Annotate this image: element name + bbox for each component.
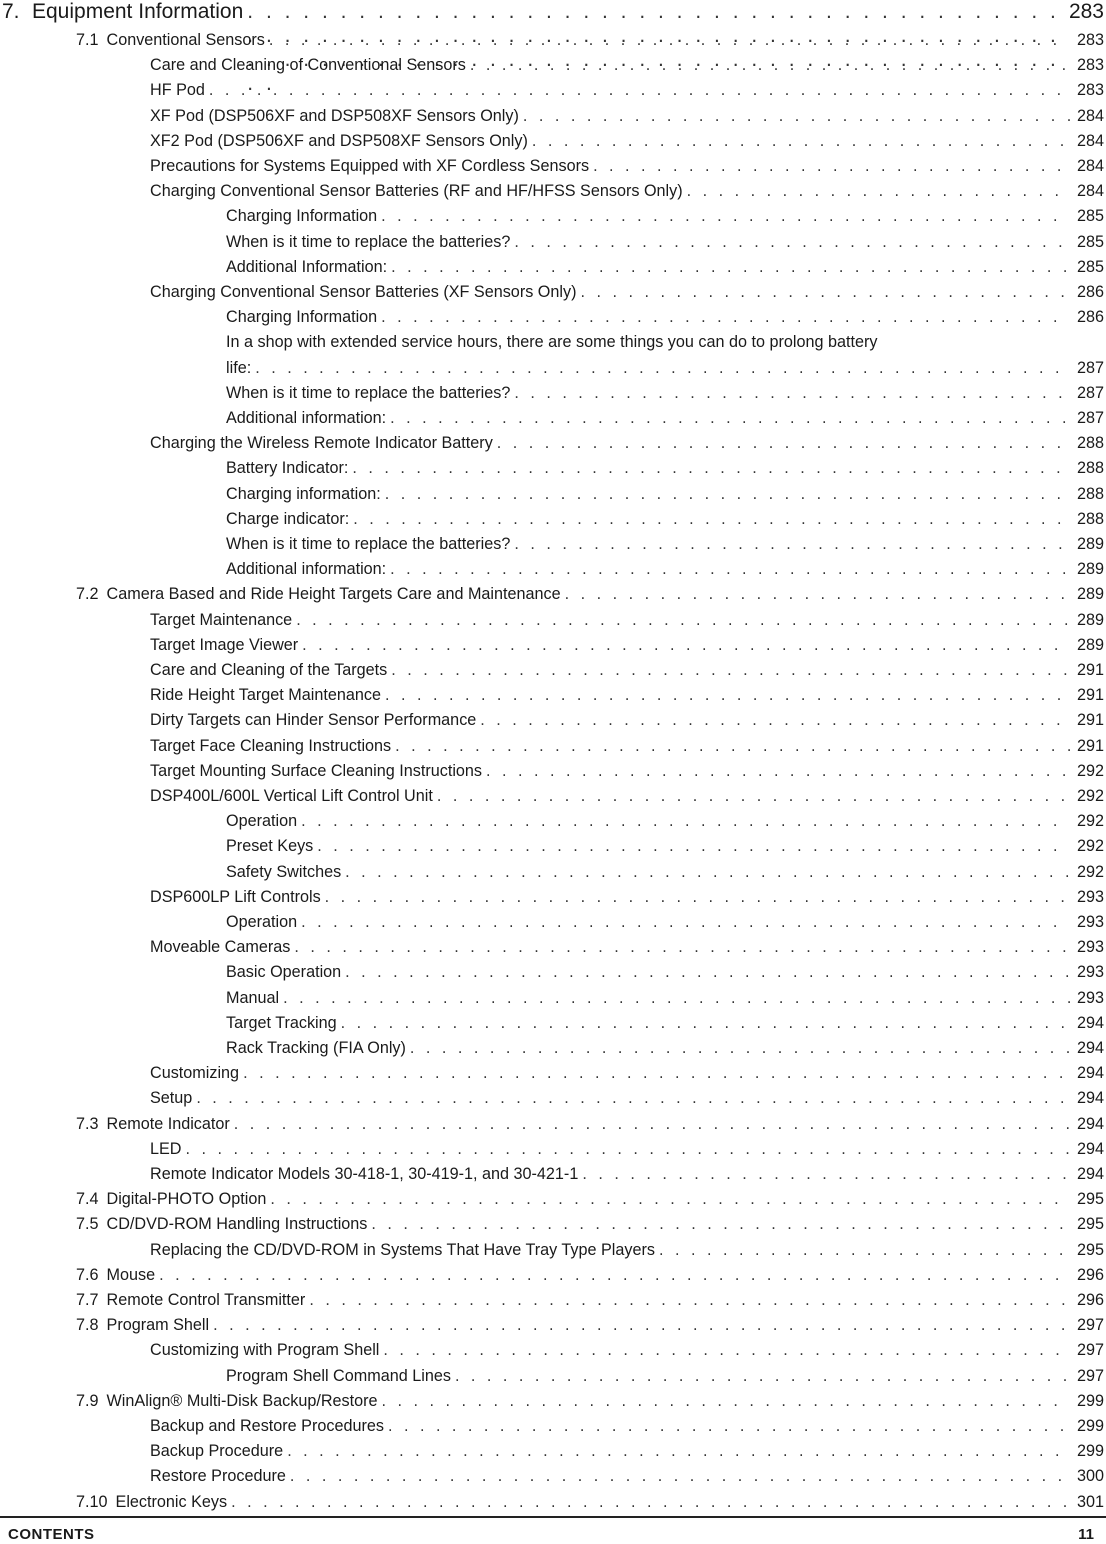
entry-title: Program Shell xyxy=(106,1316,210,1335)
section-number: 7.10 xyxy=(76,1492,108,1511)
dot-leader xyxy=(382,1391,1070,1411)
entry-page: 299 xyxy=(1076,1391,1104,1410)
toc-entry[interactable] xyxy=(226,559,1106,584)
dot-leader xyxy=(255,358,1070,378)
entry-page: 289 xyxy=(1076,535,1104,553)
entry-page: 289 xyxy=(1076,635,1104,654)
dot-leader xyxy=(296,610,1070,630)
entry-title: Precautions for Systems Equipped with XF Cordless Sensors xyxy=(150,157,590,175)
section-number: 7.6 xyxy=(76,1265,99,1284)
entry-title: When is it time to replace the batteries? xyxy=(226,232,511,251)
toc-entry[interactable] xyxy=(150,736,1106,761)
entry-page: 297 xyxy=(1076,1366,1104,1385)
chapter-page: 283 xyxy=(1068,0,1104,23)
entry-page: 288 xyxy=(1076,509,1104,528)
entry-title: Manual xyxy=(226,988,280,1007)
entry-title: Safety Switches xyxy=(226,862,342,881)
entry-title: When is it time to replace the batteries? xyxy=(226,383,511,402)
entry-title: WinAlign® Multi-Disk Backup/Restore xyxy=(106,1391,378,1410)
entry-title: When is it time to replace the batteries? xyxy=(226,535,511,553)
dot-leader xyxy=(514,534,1070,554)
toc-entry[interactable] xyxy=(150,1164,1106,1189)
entry-title: Target Mounting Surface Cleaning Instructions xyxy=(150,761,483,780)
dot-leader xyxy=(294,937,1070,957)
chapter-number: 7. xyxy=(2,0,20,23)
dot-leader xyxy=(532,131,1070,151)
entry-page: 292 xyxy=(1076,761,1104,780)
entry-page: 294 xyxy=(1076,1013,1104,1032)
entry-page: 293 xyxy=(1076,988,1104,1007)
toc-entry[interactable] xyxy=(76,1492,1106,1517)
dot-leader xyxy=(270,1189,1070,1209)
entry-page: 296 xyxy=(1076,1265,1104,1284)
toc-entry[interactable] xyxy=(226,509,1106,534)
dot-leader xyxy=(302,635,1070,655)
entry-title: Remote Indicator xyxy=(106,1114,230,1133)
toc-entry[interactable] xyxy=(150,106,1106,131)
dot-leader xyxy=(283,988,1070,1008)
section-number: 7.7 xyxy=(76,1291,99,1309)
entry-page: 300 xyxy=(1076,1467,1104,1486)
toc-entry[interactable] xyxy=(150,1441,1106,1466)
entry-title: Replacing the CD/DVD-ROM in Systems That Have Tray Type Players xyxy=(150,1240,655,1259)
entry-page: 297 xyxy=(1076,1341,1104,1360)
entry-page: 291 xyxy=(1076,736,1104,755)
toc-entry[interactable] xyxy=(226,232,1106,257)
entry-title: Camera Based and Ride Height Targets Care and Maintenance xyxy=(106,585,561,604)
entry-title: DSP400L/600L Vertical Lift Control Unit xyxy=(150,787,433,805)
toc-entry[interactable] xyxy=(226,206,1106,231)
entry-page: 284 xyxy=(1076,182,1104,201)
dot-leader xyxy=(243,1063,1070,1083)
section-number: 7.4 xyxy=(76,1190,99,1209)
toc-entry[interactable] xyxy=(226,836,1106,861)
dot-leader xyxy=(381,206,1070,226)
entry-page: 289 xyxy=(1076,560,1104,579)
entry-title: Program Shell Command Lines xyxy=(226,1366,451,1385)
entry-title: Digital-PHOTO Option xyxy=(106,1190,267,1209)
toc-entry[interactable] xyxy=(76,584,1106,609)
toc-entry[interactable] xyxy=(150,635,1106,660)
entry-page: 295 xyxy=(1076,1240,1104,1259)
toc-entry[interactable] xyxy=(226,358,1106,383)
entry-title: Remote Control Transmitter xyxy=(106,1291,306,1309)
dot-leader xyxy=(345,862,1070,882)
dot-leader xyxy=(371,1214,1070,1234)
entry-title: Target Tracking xyxy=(226,1013,337,1032)
toc-entry[interactable] xyxy=(150,131,1106,156)
dot-leader xyxy=(353,509,1070,529)
entry-title: Customizing with Program Shell xyxy=(150,1341,380,1360)
toc-entry[interactable] xyxy=(226,408,1106,433)
entry-title: LED xyxy=(150,1139,182,1158)
dot-leader xyxy=(290,1466,1070,1486)
entry-title: Remote Indicator Models 30-418-1, 30-419-1, and 30-421-1 xyxy=(150,1165,579,1183)
toc-entry[interactable] xyxy=(150,1240,1106,1265)
dot-leader xyxy=(159,1265,1070,1285)
entry-title: Basic Operation xyxy=(226,963,342,982)
toc-entry[interactable] xyxy=(76,1315,1106,1340)
section-number: 7.1 xyxy=(76,31,99,49)
entry-title: XF Pod (DSP506XF and DSP508XF Sensors Only) xyxy=(150,106,519,125)
entry-title: Charging information: xyxy=(226,484,381,503)
toc-entry[interactable] xyxy=(226,1013,1106,1038)
entry-page: 293 xyxy=(1076,963,1104,982)
entry-page: 294 xyxy=(1076,1064,1104,1083)
dot-leader xyxy=(395,736,1070,756)
toc-entry[interactable] xyxy=(150,761,1106,786)
entry-page: 285 xyxy=(1076,207,1104,226)
toc-entry[interactable] xyxy=(226,257,1106,282)
toc-entry[interactable] xyxy=(76,1114,1106,1139)
dot-leader xyxy=(341,1013,1070,1033)
toc-entry[interactable] xyxy=(150,685,1106,710)
entry-page: 294 xyxy=(1076,1089,1104,1108)
entry-title: Electronic Keys xyxy=(115,1492,228,1511)
toc-entry[interactable] xyxy=(226,988,1106,1013)
toc-entry[interactable] xyxy=(150,282,1106,307)
entry-page: 289 xyxy=(1076,585,1104,604)
toc-entry[interactable] xyxy=(226,383,1106,408)
entry-page: 299 xyxy=(1076,1442,1104,1461)
entry-page: 283 xyxy=(1076,56,1104,75)
entry-title: Conventional Sensors xyxy=(106,31,265,49)
toc-entry[interactable] xyxy=(150,937,1106,962)
footer-divider xyxy=(0,1516,1106,1518)
entry-title: Restore Procedure xyxy=(150,1467,286,1486)
toc-entry[interactable] xyxy=(150,1340,1106,1365)
dot-leader xyxy=(383,1340,1070,1360)
entry-page: 284 xyxy=(1076,106,1104,125)
entry-page: 295 xyxy=(1076,1215,1104,1234)
dot-leader xyxy=(325,887,1070,907)
entry-title: Charging Information xyxy=(226,308,378,327)
dot-leader xyxy=(687,181,1070,201)
entry-title: Additional information: xyxy=(226,560,387,579)
entry-page: 297 xyxy=(1076,1316,1104,1335)
entry-title: Mouse xyxy=(106,1265,156,1284)
dot-leader xyxy=(390,408,1070,428)
entry-page: 291 xyxy=(1076,686,1104,705)
entry-page: 292 xyxy=(1076,862,1104,881)
entry-title: XF2 Pod (DSP506XF and DSP508XF Sensors Only) xyxy=(150,131,528,150)
toc-entry[interactable] xyxy=(150,1063,1106,1088)
entry-page: 294 xyxy=(1076,1114,1104,1133)
dot-leader xyxy=(455,1366,1070,1386)
entry-page: 285 xyxy=(1076,232,1104,251)
dot-leader xyxy=(659,1240,1070,1260)
entry-page: 294 xyxy=(1076,1165,1104,1183)
dot-leader xyxy=(213,1315,1070,1335)
entry-title: Operation xyxy=(226,812,298,831)
toc-entry[interactable] xyxy=(226,484,1106,509)
toc-entry[interactable] xyxy=(150,1416,1106,1441)
entry-title: Target Face Cleaning Instructions xyxy=(150,736,392,755)
dot-leader xyxy=(470,55,1070,75)
entry-page: 291 xyxy=(1076,661,1104,679)
toc-entry[interactable] xyxy=(226,1366,1106,1391)
entry-title: Target Maintenance xyxy=(150,610,293,629)
entry-title: Charge indicator: xyxy=(226,509,350,528)
entry-title: Additional Information: xyxy=(226,257,388,276)
toc-entry[interactable] xyxy=(150,887,1106,912)
toc-entry[interactable] xyxy=(150,156,1106,181)
dot-leader xyxy=(231,1492,1070,1512)
dot-leader xyxy=(437,786,1070,806)
toc-entry[interactable] xyxy=(150,433,1106,458)
toc-entry[interactable] xyxy=(150,1139,1106,1164)
dot-leader xyxy=(391,257,1070,277)
dot-leader xyxy=(580,282,1070,302)
entry-page: 286 xyxy=(1076,283,1104,301)
entry-page: 294 xyxy=(1076,1039,1104,1057)
dot-leader xyxy=(497,433,1070,453)
toc-entry[interactable] xyxy=(226,307,1106,332)
dot-leader xyxy=(514,383,1070,403)
entry-page: 293 xyxy=(1076,913,1104,931)
entry-page: 292 xyxy=(1076,837,1104,856)
entry-title: Customizing xyxy=(150,1064,240,1083)
dot-leader xyxy=(209,80,1070,100)
toc-entry[interactable] xyxy=(226,534,1106,559)
toc-entry[interactable] xyxy=(76,1265,1106,1290)
entry-page: 294 xyxy=(1076,1139,1104,1158)
section-number: 7.8 xyxy=(76,1316,99,1335)
entry-page: 291 xyxy=(1076,711,1104,730)
entry-title: Preset Keys xyxy=(226,837,314,856)
dot-leader xyxy=(385,685,1070,705)
toc-entry[interactable] xyxy=(226,458,1106,483)
entry-title: Backup Procedure xyxy=(150,1442,284,1461)
toc-entry[interactable] xyxy=(150,610,1106,635)
entry-title: Battery Indicator: xyxy=(226,459,349,478)
entry-page: 283 xyxy=(1076,31,1104,49)
dot-leader xyxy=(301,811,1070,831)
entry-title: life: xyxy=(226,358,252,377)
entry-title: Charging the Wireless Remote Indicator Battery xyxy=(150,434,493,453)
entry-page: 287 xyxy=(1076,409,1104,427)
dot-leader xyxy=(480,710,1070,730)
entry-page: 293 xyxy=(1076,938,1104,957)
entry-page: 288 xyxy=(1076,459,1104,478)
toc-entry[interactable] xyxy=(150,710,1106,735)
entry-page: 301 xyxy=(1076,1492,1104,1511)
toc-entry[interactable] xyxy=(150,1466,1106,1491)
dot-leader xyxy=(352,458,1070,478)
entry-page: 289 xyxy=(1076,610,1104,629)
dot-leader xyxy=(345,962,1070,982)
section-number: 7.2 xyxy=(76,585,99,604)
toc-entry[interactable] xyxy=(226,962,1106,987)
dot-leader xyxy=(385,484,1070,504)
entry-page: 299 xyxy=(1076,1417,1104,1435)
dot-leader xyxy=(287,1441,1070,1461)
toc-entry[interactable] xyxy=(150,55,1106,80)
toc-entry[interactable] xyxy=(150,660,1106,685)
entry-title: Care and Cleaning of Conventional Sensors xyxy=(150,56,466,75)
dot-leader xyxy=(390,559,1070,579)
toc-entry[interactable] xyxy=(76,30,1106,55)
dot-leader xyxy=(309,1290,1070,1310)
entry-title: Operation xyxy=(226,913,298,931)
toc-entry[interactable] xyxy=(226,1038,1106,1063)
dot-leader xyxy=(523,106,1070,126)
entry-page: 287 xyxy=(1076,358,1104,377)
toc-entry[interactable] xyxy=(226,862,1106,887)
entry-title: Dirty Targets can Hinder Sensor Performance xyxy=(150,711,477,730)
dot-leader xyxy=(234,1114,1070,1134)
dot-leader xyxy=(381,307,1070,327)
toc-entry[interactable] xyxy=(150,786,1106,811)
dot-leader xyxy=(317,836,1070,856)
section-number: 7.9 xyxy=(76,1391,99,1410)
dot-leader xyxy=(186,1139,1071,1159)
entry-page: 293 xyxy=(1076,887,1104,906)
entry-page: 295 xyxy=(1076,1190,1104,1209)
entry-page: 284 xyxy=(1076,131,1104,150)
dot-leader xyxy=(593,156,1070,176)
toc-entry[interactable] xyxy=(76,1189,1106,1214)
entry-page: 288 xyxy=(1076,434,1104,453)
entry-title: Setup xyxy=(150,1089,193,1108)
toc-entry[interactable] xyxy=(150,80,1106,105)
entry-title: Backup and Restore Procedures xyxy=(150,1417,384,1435)
dot-leader xyxy=(514,232,1070,252)
entry-page: 287 xyxy=(1076,383,1104,402)
entry-page: 292 xyxy=(1076,787,1104,805)
toc-entry[interactable] xyxy=(76,1214,1106,1239)
entry-title: Charging Conventional Sensor Batteries (RF and HF/HFSS Sensors Only) xyxy=(150,182,683,201)
toc-entry[interactable] xyxy=(76,1391,1106,1416)
dot-leader xyxy=(486,761,1070,781)
section-number: 7.5 xyxy=(76,1215,99,1234)
entry-title: Charging Conventional Sensor Batteries (XF Sensors Only) xyxy=(150,283,577,301)
dot-leader xyxy=(388,1416,1070,1436)
entry-title: Target Image Viewer xyxy=(150,635,299,654)
dot-leader xyxy=(269,30,1070,50)
toc-entry[interactable] xyxy=(226,912,1106,937)
chapter-heading[interactable] xyxy=(0,0,1106,26)
footer-label: CONTENTS xyxy=(8,1526,95,1543)
entry-page: 286 xyxy=(1076,308,1104,327)
dot-leader xyxy=(582,1164,1070,1184)
chapter-title: Equipment Information xyxy=(32,0,244,23)
section-number: 7.3 xyxy=(76,1114,99,1133)
dot-leader xyxy=(391,660,1070,680)
entry-title: Additional information: xyxy=(226,409,387,427)
toc-entry[interactable] xyxy=(226,811,1106,836)
toc-entry[interactable] xyxy=(150,1088,1106,1113)
entry-page: 292 xyxy=(1076,812,1104,831)
dot-leader xyxy=(565,584,1070,604)
dot-leader xyxy=(196,1088,1070,1108)
dot-leader xyxy=(410,1038,1070,1058)
entry-title: Ride Height Target Maintenance xyxy=(150,686,381,705)
toc-entry[interactable] xyxy=(76,1290,1106,1315)
entry-title: Moveable Cameras xyxy=(150,938,291,957)
dot-leader xyxy=(301,912,1070,932)
footer-page-number: 11 xyxy=(1078,1526,1094,1543)
entry-title: DSP600LP Lift Controls xyxy=(150,887,321,906)
entry-page: 283 xyxy=(1076,81,1104,100)
entry-page: 288 xyxy=(1076,484,1104,503)
entry-title: Care and Cleaning of the Targets xyxy=(150,661,388,679)
entry-title: Charging Information xyxy=(226,207,378,226)
entry-page: 296 xyxy=(1076,1291,1104,1309)
toc-entry[interactable] xyxy=(150,181,1106,206)
entry-title: Rack Tracking (FIA Only) xyxy=(226,1039,406,1057)
entry-page: 285 xyxy=(1076,257,1104,276)
toc-entry-wrapped-line: In a shop with extended service hours, there are some things you can do to prolong battery xyxy=(226,333,878,352)
entry-title: HF Pod xyxy=(150,81,205,100)
entry-title: CD/DVD-ROM Handling Instructions xyxy=(106,1215,368,1234)
entry-page: 284 xyxy=(1076,157,1104,175)
